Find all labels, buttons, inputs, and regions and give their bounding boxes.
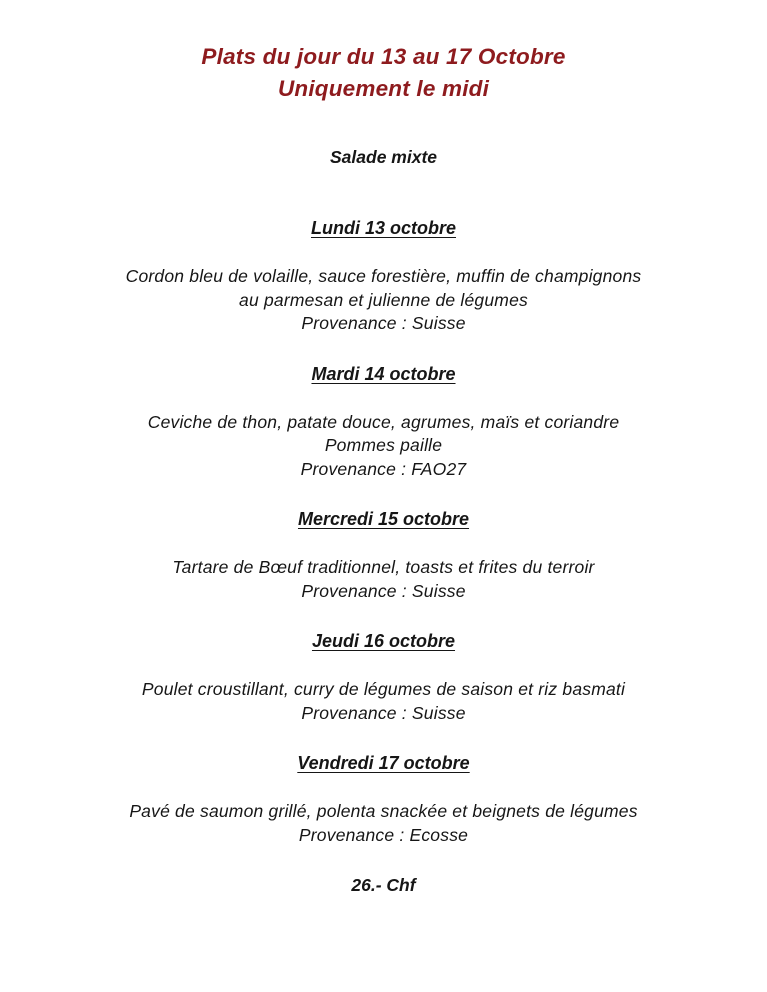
provenance-line: Provenance : Suisse [301, 580, 466, 601]
day-section-monday [0, 218, 767, 336]
day-heading: Mercredi 15 octobre [297, 509, 470, 529]
provenance-line: Provenance : Suisse [301, 702, 466, 723]
day-heading: Lundi 13 octobre [310, 218, 456, 238]
provenance-line: Provenance : FAO27 [300, 458, 467, 479]
menu-title-line1: Plats du jour du 13 au 17 Octobre [201, 44, 566, 69]
day-section-friday [0, 753, 767, 847]
day-heading: Mardi 14 octobre [311, 363, 456, 384]
menu-title-line2: Uniquement le midi [277, 76, 490, 101]
day-section-tuesday [0, 364, 767, 482]
dish-line: Tartare de Bœuf traditionnel, toasts et frites du terroir [172, 557, 595, 577]
dish-line: Ceviche de thon, patate douce, agrumes, maïs et coriandre [147, 411, 620, 432]
dish-line: au parmesan et julienne de légumes [239, 289, 528, 310]
dish-line: Pavé de saumon grillé, polenta snackée et beignets de légumes [129, 801, 638, 821]
starter-item: Salade mixte [330, 147, 437, 167]
dish-line: Cordon bleu de volaille, sauce forestière, muffin de champignons [125, 266, 642, 286]
provenance-line: Provenance : Ecosse [298, 824, 469, 845]
price-label: 26.- Chf [351, 875, 416, 895]
day-heading: Vendredi 17 octobre [297, 753, 470, 773]
provenance-line: Provenance : Suisse [301, 313, 466, 333]
day-section-wednesday [0, 509, 767, 603]
day-heading: Jeudi 16 octobre [311, 631, 456, 651]
day-section-thursday [0, 631, 767, 725]
dish-line: Poulet croustillant, curry de légumes de saison et riz basmati [141, 679, 626, 699]
dish-line: Pommes paille [324, 435, 443, 455]
menu-title [0, 41, 767, 105]
